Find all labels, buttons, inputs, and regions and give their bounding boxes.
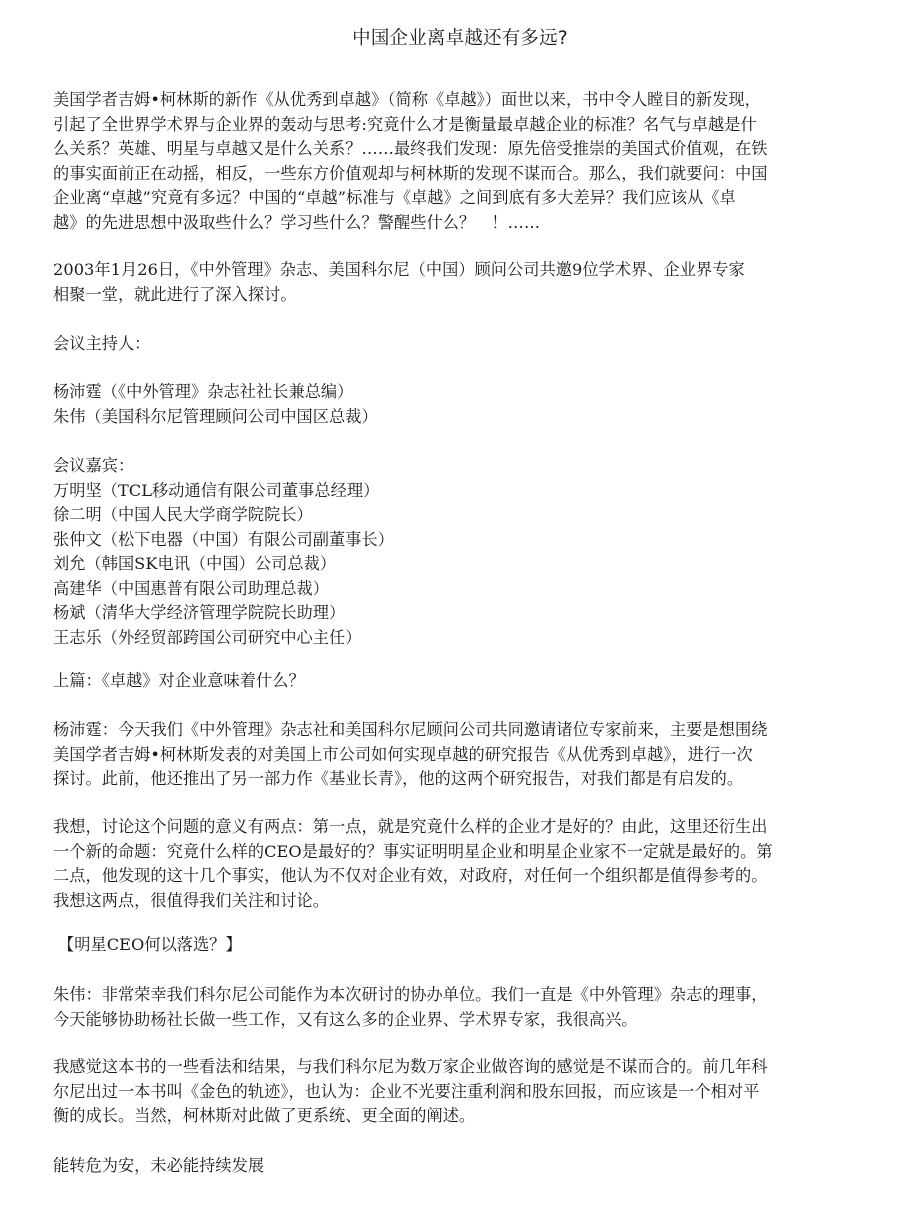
intro-line: 越》的先进思想中汲取些什么？学习些什么？警醒些什么？ ！…… bbox=[53, 212, 541, 232]
part-heading-text: 上篇：《卓越》对企业意味着什么？ bbox=[53, 671, 305, 690]
intro-line: 的事实面前正在动摇，相反，一些东方价值观却与柯林斯的发现不谋而合。那么，我们就要问：中国 bbox=[53, 163, 768, 183]
intro-line: 引起了全世界学术界与企业界的轰动与思考:究竟什么才是衡量最卓越企业的标准？名气与卓越是什 bbox=[53, 114, 757, 134]
guests-heading-text: 会议嘉宾： bbox=[53, 456, 135, 475]
intro-paragraph bbox=[53, 88, 843, 235]
guests-section bbox=[53, 454, 843, 650]
guest-item: 高建华（中国惠普有限公司助理总裁） bbox=[53, 578, 330, 598]
guest-item: 万明坚（TCL移动通信有限公司董事总经理） bbox=[53, 480, 380, 500]
guest-item: 刘允（韩国SK电讯（中国）公司总裁） bbox=[53, 554, 337, 573]
meeting-info-line: 2003年1月26日，《中外管理》杂志、美国科尔尼（中国）顾问公司共邀9位学术界、企业界专家 bbox=[53, 260, 745, 279]
hosts-heading-text: 会议主持人： bbox=[53, 334, 151, 353]
discussion-paragraph bbox=[53, 815, 843, 913]
hosts-list bbox=[53, 380, 843, 429]
yang-line: 美国学者吉姆•柯林斯发表的对美国上市公司如何实现卓越的研究报告《从优秀到卓越》，进行一次 bbox=[53, 744, 753, 764]
discussion-line: 二点，他发现的这十几个事实，他认为不仅对企业有效，对政府，对任何一个组织都是值得参考的。 bbox=[53, 866, 768, 885]
feeling-line: 尔尼出过一本书叫《金色的轨迹》，也认为：企业不光要注重利润和股东回报，而应该是一个相对平 bbox=[53, 1081, 760, 1101]
guest-item: 杨斌（清华大学经济管理学院院长助理） bbox=[53, 603, 346, 622]
intro-line: 么关系？英雄、明星与卓越又是什么关系？……最终我们发现：原先倍受推崇的美国式价值观，在铁 bbox=[53, 139, 768, 158]
guest-item: 徐二明（中国人民大学商学院院长） bbox=[53, 505, 313, 524]
zhu-paragraph bbox=[53, 983, 843, 1032]
closing-subheading-text: 能转危为安，未必能持续发展 bbox=[53, 1156, 265, 1175]
intro-line: 美国学者吉姆•柯林斯的新作《从优秀到卓越》（简称《卓越》）面世以来，书中令人瞠目的新发现， bbox=[53, 90, 761, 109]
feeling-line: 衡的成长。当然，柯林斯对此做了更系统、更全面的阐述。 bbox=[53, 1106, 476, 1125]
section-heading-text: 【明星CEO何以落选？】 bbox=[58, 935, 242, 954]
host-item: 朱伟（美国科尔尼管理顾问公司中国区总裁） bbox=[53, 406, 378, 426]
closing-subheading bbox=[53, 1154, 843, 1179]
meeting-info-line: 相聚一堂，就此进行了深入探讨。 bbox=[53, 284, 297, 304]
feeling-paragraph bbox=[53, 1055, 843, 1129]
document-title: 中国企业离卓越还有多远? bbox=[352, 28, 568, 49]
yang-paragraph bbox=[53, 718, 843, 792]
discussion-line: 一个新的命题：究竟什么样的CEO是最好的？事实证明明星企业和明星企业家不一定就是最好的。第 bbox=[53, 841, 773, 861]
discussion-line: 我想这两点，很值得我们关注和讨论。 bbox=[53, 890, 330, 910]
meeting-info-paragraph bbox=[53, 258, 843, 307]
section-heading bbox=[58, 933, 848, 958]
yang-line: 探讨。此前，他还推出了另一部力作《基业长青》，他的这两个研究报告，对我们都是有启发的。 bbox=[53, 769, 744, 788]
intro-line: 企业离“卓越”究竟有多远？中国的“卓越”标准与《卓越》之间到底有多大差异？我们应该从《卓 bbox=[53, 188, 736, 207]
host-item: 杨沛霆（《中外管理》杂志社社长兼总编） bbox=[53, 382, 354, 401]
feeling-line: 我感觉这本书的一些看法和结果，与我们科尔尼为数万家企业做咨询的感觉是不谋而合的。前几年科 bbox=[53, 1057, 768, 1076]
yang-line: 杨沛霆：今天我们《中外管理》杂志社和美国科尔尼顾问公司共同邀请诸位专家前来，主要是想围绕 bbox=[53, 720, 768, 739]
zhu-line: 今天能够协助杨社长做一些工作，又有这么多的企业界、学术界专家，我很高兴。 bbox=[53, 1009, 638, 1029]
part-heading bbox=[53, 669, 843, 694]
discussion-line: 我想，讨论这个问题的意义有两点：第一点，就是究竟什么样的企业才是好的？由此，这里还衍生出 bbox=[53, 817, 768, 836]
hosts-heading bbox=[53, 332, 843, 357]
guest-item: 张仲文（松下电器（中国）有限公司副董事长） bbox=[53, 529, 394, 549]
guest-item: 王志乐（外经贸部跨国公司研究中心主任） bbox=[53, 627, 362, 647]
zhu-line: 朱伟：非常荣幸我们科尔尼公司能作为本次研讨的协办单位。我们一直是《中外管理》杂志的理事， bbox=[53, 985, 768, 1004]
